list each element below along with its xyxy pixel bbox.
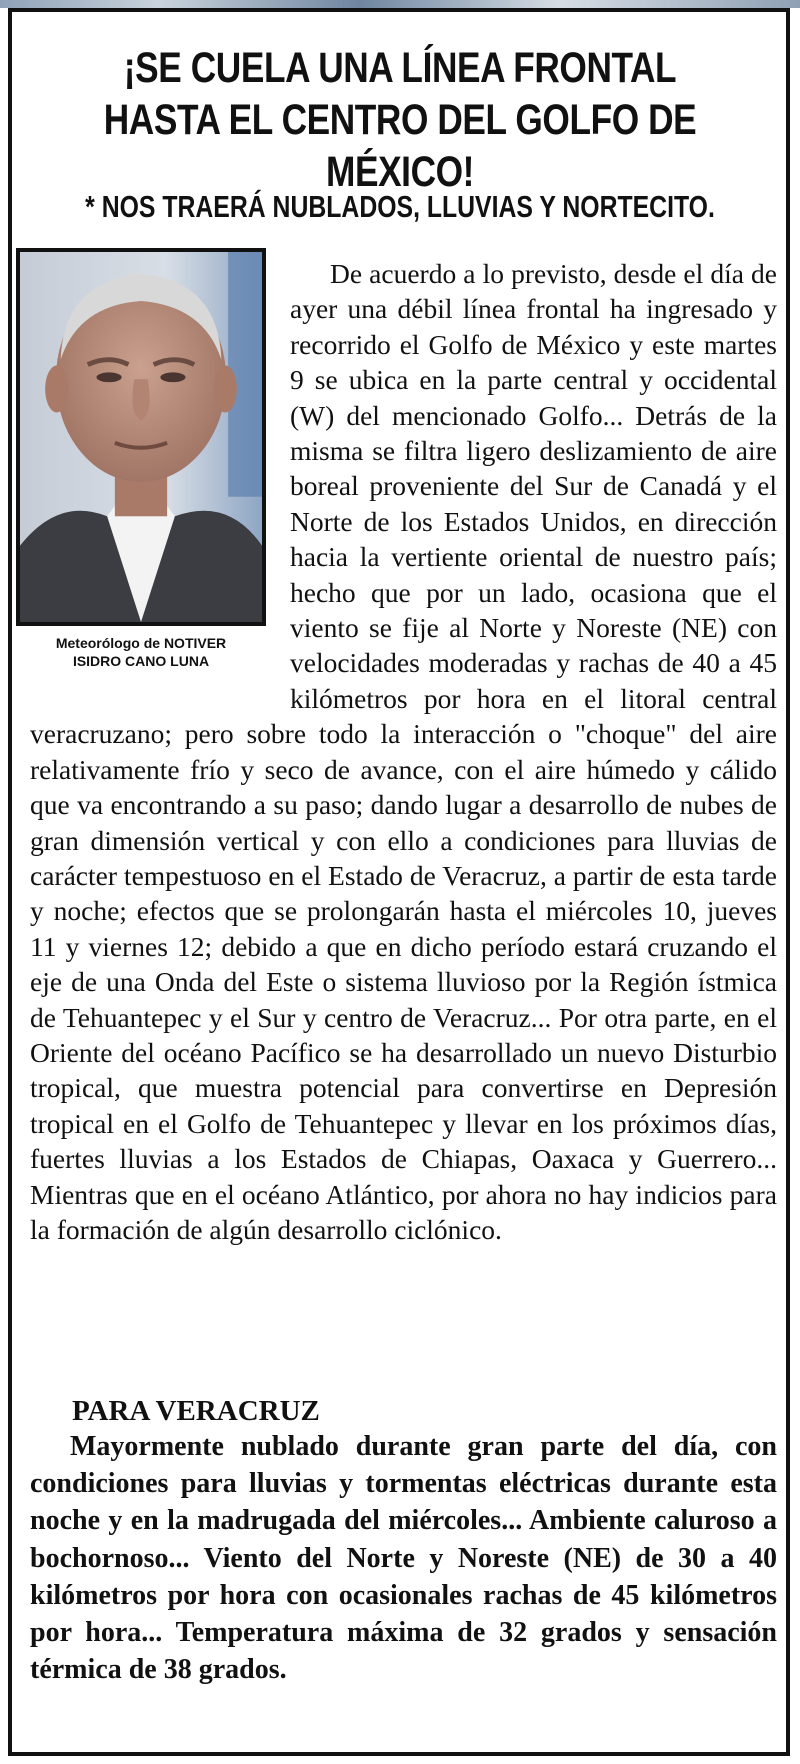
article-body [30, 256, 777, 1247]
forecast-body: Mayormente nublado durante gran parte del día, con condiciones para lluvias y tormentas eléctricas durante esta noche y en la madrugada del miércoles... Ambiente caluroso a bochornoso... Viento del Norte y Noreste (NE) de 30 a 40 kilómetros por hora con ocasionales rachas de 45 kilómetros por hora... Temperatura máxima de 32 grados y sensación térmica de 38 grados. [30, 1431, 777, 1686]
photo-wrap-spacer [30, 256, 290, 706]
forecast-text [30, 1428, 777, 1688]
caption-line-2: ISIDRO CANO LUNA [72, 653, 210, 669]
section-title: PARA VERACRUZ [72, 1395, 320, 1427]
headline: ¡SE CUELA UNA LÍNEA FRONTAL HASTA EL CENTRO DEL GOLFO DE MÉXICO! [103, 44, 697, 196]
top-image-strip [0, 0, 800, 8]
body-text: De acuerdo a lo previsto, desde el día de ayer una débil línea frontal ha ingresado y recorrido el Golfo de México y este martes 9 se ubica en la parte central y occidental (W) del mencionado Golfo... Detrás de la misma se filtra ligero deslizamiento de aire boreal proveniente del Sur de Canadá y el Norte de los Estados Unidos, en dirección hacia la vertiente oriental de nuestro país; hecho que por un lado, ocasiona que el viento se fije al Norte y Noreste (NE) con velocidades moderadas y rachas de 40 a 45 kilómetros por hora en el litoral central veracruzano; pero sobre todo la interacción o "choque" del aire relativamente frío y seco de avance, con el aire húmedo y cálido que va encontrando a su paso; dando lugar a desarrollo de nubes de gran dimensión vertical y con ello a condiciones para lluvias de carácter tempestuoso en el Estado de Veracruz, a partir de esta tarde y noche; efectos que se prolongarán hasta el miércoles 10, jueves 11 y viernes 12; debido a que en dicho período estará cruzando el eje de una Onda del Este o sistema lluvioso por la Región ístmica de Tehuantepec y el Sur y centro de Veracruz... Por otra parte, en el Oriente del océano Pacífico se ha desarrollado un nuevo Disturbio tropical, que muestra potencial para convertirse en Depresión tropical en el Golfo de Tehuantepec y llevar en los próximos días, fuertes lluvias a los Estados de Chiapas, Oaxaca y Guerrero... Mientras que en el océano Atlántico, por ahora no hay indicios para la formación de algún desarrollo ciclónico. [30, 258, 777, 1245]
caption-line-1: Meteorólogo de NOTIVER [55, 635, 227, 651]
subheadline: * NOS TRAERÁ NUBLADOS, LLUVIAS Y NORTECITO. [85, 189, 715, 224]
